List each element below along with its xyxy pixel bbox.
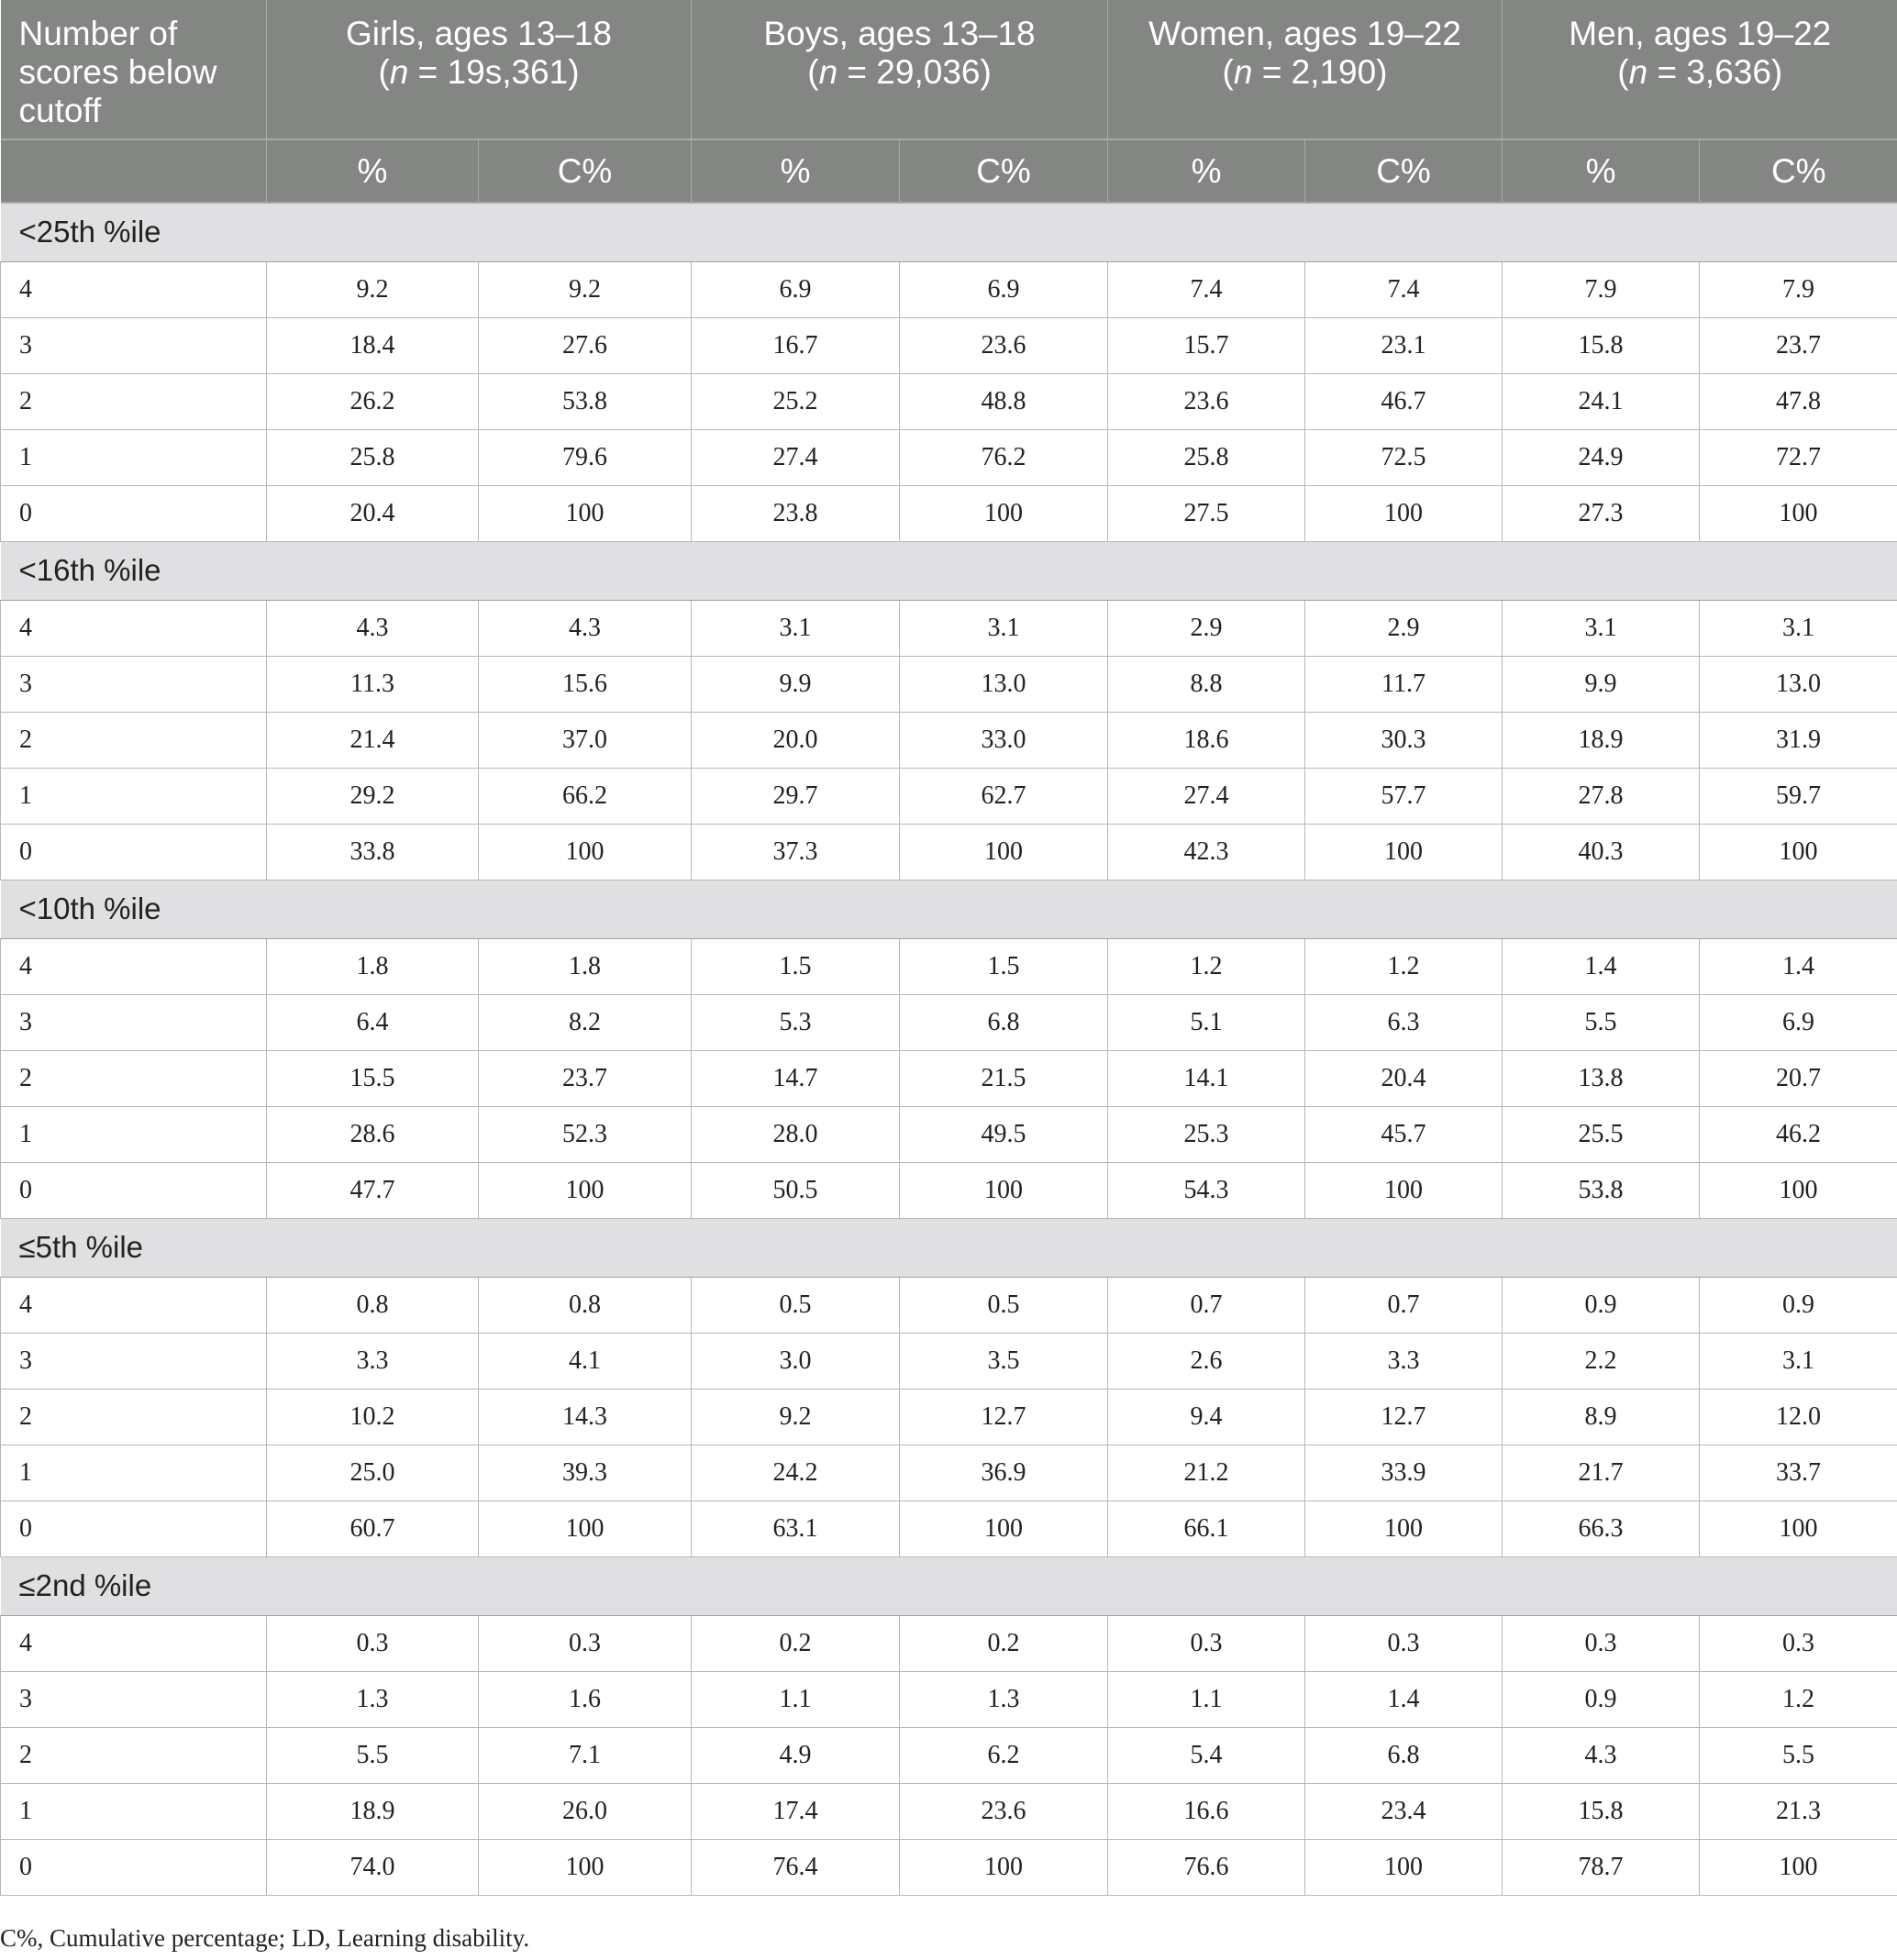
table-row (1, 1500, 1897, 1556)
row-label-count: 4 (1, 261, 267, 317)
subheader-percent: % (1503, 139, 1700, 203)
cell-cumulative-percent: 7.9 (1700, 261, 1897, 317)
cell-cumulative-percent: 100 (1700, 1500, 1897, 1556)
table-row (1, 824, 1897, 880)
cell-cumulative-percent: 72.7 (1700, 429, 1897, 485)
cell-percent: 9.4 (1108, 1389, 1305, 1445)
cell-percent: 15.8 (1503, 317, 1700, 373)
cell-cumulative-percent: 13.0 (1700, 656, 1897, 712)
cell-cumulative-percent: 6.3 (1305, 994, 1503, 1050)
cell-percent: 25.5 (1503, 1106, 1700, 1162)
cell-percent: 3.3 (267, 1333, 479, 1389)
cell-cumulative-percent: 4.1 (479, 1333, 692, 1389)
cell-percent: 23.8 (692, 485, 900, 541)
cell-cumulative-percent: 100 (1305, 1162, 1503, 1218)
cell-percent: 15.5 (267, 1050, 479, 1106)
cell-cumulative-percent: 3.1 (1700, 1333, 1897, 1389)
cell-cumulative-percent: 100 (479, 1162, 692, 1218)
row-label-count: 0 (1, 1162, 267, 1218)
cell-cumulative-percent: 100 (900, 1839, 1108, 1895)
subheader-cumulative: C% (900, 139, 1108, 203)
cell-cumulative-percent: 59.7 (1700, 768, 1897, 824)
cell-cumulative-percent: 66.2 (479, 768, 692, 824)
cell-percent: 24.1 (1503, 373, 1700, 429)
cell-percent: 42.3 (1108, 824, 1305, 880)
cell-percent: 66.1 (1108, 1500, 1305, 1556)
row-label-count: 1 (1, 768, 267, 824)
row-label-count: 4 (1, 1615, 267, 1671)
cell-cumulative-percent: 23.6 (900, 317, 1108, 373)
cell-cumulative-percent: 1.2 (1305, 938, 1503, 994)
cell-percent: 0.2 (692, 1615, 900, 1671)
cell-percent: 1.3 (267, 1671, 479, 1727)
table-row (1, 1839, 1897, 1895)
table-row (1, 373, 1897, 429)
cell-percent: 27.8 (1503, 768, 1700, 824)
cell-percent: 13.8 (1503, 1050, 1700, 1106)
table-row (1, 317, 1897, 373)
section-header-row (1, 1556, 1897, 1615)
table-row (1, 1389, 1897, 1445)
cell-cumulative-percent: 27.6 (479, 317, 692, 373)
cell-cumulative-percent: 8.2 (479, 994, 692, 1050)
row-label-count: 2 (1, 373, 267, 429)
section-title: <10th %ile (1, 880, 1897, 938)
cell-percent: 21.7 (1503, 1445, 1700, 1500)
cell-cumulative-percent: 20.7 (1700, 1050, 1897, 1106)
row-label-count: 1 (1, 429, 267, 485)
cell-cumulative-percent: 53.8 (479, 373, 692, 429)
cell-cumulative-percent: 6.8 (900, 994, 1108, 1050)
table-row (1, 1277, 1897, 1333)
cell-cumulative-percent: 6.9 (900, 261, 1108, 317)
cell-cumulative-percent: 23.7 (1700, 317, 1897, 373)
cell-cumulative-percent: 100 (900, 1500, 1108, 1556)
cell-cumulative-percent: 100 (900, 1162, 1108, 1218)
cell-cumulative-percent: 33.9 (1305, 1445, 1503, 1500)
cell-percent: 2.9 (1108, 600, 1305, 656)
cell-percent: 1.2 (1108, 938, 1305, 994)
cell-cumulative-percent: 0.3 (479, 1615, 692, 1671)
row-label-count: 3 (1, 656, 267, 712)
cell-cumulative-percent: 13.0 (900, 656, 1108, 712)
cell-cumulative-percent: 39.3 (479, 1445, 692, 1500)
cell-percent: 29.2 (267, 768, 479, 824)
row-label-count: 0 (1, 1839, 267, 1895)
cell-percent: 8.8 (1108, 656, 1305, 712)
cell-cumulative-percent: 23.6 (900, 1783, 1108, 1839)
cell-cumulative-percent: 0.3 (1700, 1615, 1897, 1671)
cell-cumulative-percent: 100 (1700, 485, 1897, 541)
cell-percent: 21.2 (1108, 1445, 1305, 1500)
cell-percent: 15.7 (1108, 317, 1305, 373)
cell-cumulative-percent: 100 (900, 824, 1108, 880)
cell-cumulative-percent: 15.6 (479, 656, 692, 712)
cell-cumulative-percent: 23.7 (479, 1050, 692, 1106)
cell-percent: 0.3 (1503, 1615, 1700, 1671)
subheader-cumulative: C% (1305, 139, 1503, 203)
cell-percent: 10.2 (267, 1389, 479, 1445)
cell-percent: 0.3 (267, 1615, 479, 1671)
table-header (1, 0, 1897, 203)
cell-cumulative-percent: 14.3 (479, 1389, 692, 1445)
row-label-count: 3 (1, 1333, 267, 1389)
cell-percent: 25.8 (267, 429, 479, 485)
cell-cumulative-percent: 0.2 (900, 1615, 1108, 1671)
cell-percent: 25.3 (1108, 1106, 1305, 1162)
table-row (1, 429, 1897, 485)
cell-percent: 18.9 (1503, 712, 1700, 768)
cell-cumulative-percent: 100 (479, 824, 692, 880)
cell-percent: 0.5 (692, 1277, 900, 1333)
cell-cumulative-percent: 1.4 (1700, 938, 1897, 994)
cell-percent: 9.9 (692, 656, 900, 712)
cell-cumulative-percent: 31.9 (1700, 712, 1897, 768)
cell-cumulative-percent: 3.1 (1700, 600, 1897, 656)
cell-percent: 74.0 (267, 1839, 479, 1895)
cell-cumulative-percent: 6.2 (900, 1727, 1108, 1783)
cell-percent: 24.9 (1503, 429, 1700, 485)
cell-cumulative-percent: 33.0 (900, 712, 1108, 768)
cell-cumulative-percent: 5.5 (1700, 1727, 1897, 1783)
group-label: Boys, ages 13–18 (763, 15, 1036, 52)
cell-percent: 6.9 (692, 261, 900, 317)
cell-cumulative-percent: 100 (479, 1500, 692, 1556)
cell-percent: 0.9 (1503, 1277, 1700, 1333)
row-label-count: 1 (1, 1106, 267, 1162)
group-label: Girls, ages 13–18 (346, 15, 613, 52)
cell-cumulative-percent: 2.9 (1305, 600, 1503, 656)
cell-percent: 50.5 (692, 1162, 900, 1218)
cell-cumulative-percent: 100 (1700, 1162, 1897, 1218)
subheader-cumulative: C% (1700, 139, 1897, 203)
cell-cumulative-percent: 3.1 (900, 600, 1108, 656)
header-row-groups (1, 0, 1897, 139)
table-row (1, 1671, 1897, 1727)
cell-cumulative-percent: 12.7 (900, 1389, 1108, 1445)
group-label: Men, ages 19–22 (1569, 15, 1832, 52)
cell-percent: 76.4 (692, 1839, 900, 1895)
section-header-row (1, 541, 1897, 600)
header-row-subcolumns (1, 139, 1897, 203)
cell-cumulative-percent: 72.5 (1305, 429, 1503, 485)
cell-percent: 1.1 (1108, 1671, 1305, 1727)
table-row (1, 1106, 1897, 1162)
cell-cumulative-percent: 1.5 (900, 938, 1108, 994)
row-label-count: 1 (1, 1783, 267, 1839)
cell-percent: 1.5 (692, 938, 900, 994)
cell-percent: 20.0 (692, 712, 900, 768)
cell-cumulative-percent: 3.3 (1305, 1333, 1503, 1389)
section-header-row (1, 1218, 1897, 1277)
cell-cumulative-percent: 57.7 (1305, 768, 1503, 824)
cell-percent: 63.1 (692, 1500, 900, 1556)
cell-cumulative-percent: 0.9 (1700, 1277, 1897, 1333)
cell-cumulative-percent: 12.0 (1700, 1389, 1897, 1445)
subheader-percent: % (267, 139, 479, 203)
cell-cumulative-percent: 23.4 (1305, 1783, 1503, 1839)
cell-percent: 9.2 (267, 261, 479, 317)
cell-percent: 8.9 (1503, 1389, 1700, 1445)
cell-percent: 9.9 (1503, 656, 1700, 712)
cell-percent: 2.6 (1108, 1333, 1305, 1389)
cell-cumulative-percent: 46.2 (1700, 1106, 1897, 1162)
cell-cumulative-percent: 9.2 (479, 261, 692, 317)
cell-percent: 5.1 (1108, 994, 1305, 1050)
cell-percent: 15.8 (1503, 1783, 1700, 1839)
cell-cumulative-percent: 100 (1305, 1839, 1503, 1895)
cell-percent: 1.4 (1503, 938, 1700, 994)
cell-percent: 25.8 (1108, 429, 1305, 485)
table-row (1, 1615, 1897, 1671)
stub-subheader (1, 139, 267, 203)
section-header-row (1, 880, 1897, 938)
cell-percent: 28.0 (692, 1106, 900, 1162)
cell-cumulative-percent: 33.7 (1700, 1445, 1897, 1500)
row-label-count: 4 (1, 600, 267, 656)
cell-percent: 17.4 (692, 1783, 900, 1839)
cell-percent: 4.3 (1503, 1727, 1700, 1783)
table-row (1, 712, 1897, 768)
row-label-count: 0 (1, 824, 267, 880)
group-n: (n = 19s,361) (378, 53, 580, 91)
cell-cumulative-percent: 7.1 (479, 1727, 692, 1783)
row-label-count: 4 (1, 1277, 267, 1333)
cell-percent: 54.3 (1108, 1162, 1305, 1218)
table-row (1, 656, 1897, 712)
cell-percent: 7.9 (1503, 261, 1700, 317)
cell-percent: 14.7 (692, 1050, 900, 1106)
table-row (1, 768, 1897, 824)
cell-cumulative-percent: 100 (1700, 824, 1897, 880)
cell-cumulative-percent: 26.0 (479, 1783, 692, 1839)
cell-cumulative-percent: 6.9 (1700, 994, 1897, 1050)
cell-percent: 27.4 (1108, 768, 1305, 824)
table-row (1, 1783, 1897, 1839)
cell-percent: 4.9 (692, 1727, 900, 1783)
group-n: (n = 29,036) (807, 53, 992, 91)
cell-percent: 0.7 (1108, 1277, 1305, 1333)
cell-cumulative-percent: 21.5 (900, 1050, 1108, 1106)
cell-percent: 25.0 (267, 1445, 479, 1500)
cell-percent: 2.2 (1503, 1333, 1700, 1389)
cell-cumulative-percent: 1.3 (900, 1671, 1108, 1727)
cell-percent: 3.1 (692, 600, 900, 656)
cell-percent: 24.2 (692, 1445, 900, 1500)
cell-cumulative-percent: 0.8 (479, 1277, 692, 1333)
cell-percent: 18.9 (267, 1783, 479, 1839)
cell-cumulative-percent: 1.4 (1305, 1671, 1503, 1727)
table-row (1, 938, 1897, 994)
cell-percent: 78.7 (1503, 1839, 1700, 1895)
subheader-percent: % (692, 139, 900, 203)
group-header-women (1108, 0, 1503, 139)
cell-percent: 4.3 (267, 600, 479, 656)
cell-percent: 3.1 (1503, 600, 1700, 656)
cell-cumulative-percent: 21.3 (1700, 1783, 1897, 1839)
cell-cumulative-percent: 100 (1700, 1839, 1897, 1895)
cell-percent: 0.9 (1503, 1671, 1700, 1727)
table-row (1, 1050, 1897, 1106)
cell-percent: 25.2 (692, 373, 900, 429)
cell-cumulative-percent: 1.6 (479, 1671, 692, 1727)
cell-cumulative-percent: 4.3 (479, 600, 692, 656)
cell-cumulative-percent: 1.8 (479, 938, 692, 994)
section-title: ≤5th %ile (1, 1218, 1897, 1277)
cell-percent: 5.5 (267, 1727, 479, 1783)
cell-percent: 66.3 (1503, 1500, 1700, 1556)
section-title: <16th %ile (1, 541, 1897, 600)
cell-percent: 27.3 (1503, 485, 1700, 541)
cell-cumulative-percent: 49.5 (900, 1106, 1108, 1162)
cell-percent: 0.8 (267, 1277, 479, 1333)
row-label-count: 3 (1, 994, 267, 1050)
cell-percent: 0.3 (1108, 1615, 1305, 1671)
cell-percent: 37.3 (692, 824, 900, 880)
cell-percent: 1.8 (267, 938, 479, 994)
cell-cumulative-percent: 30.3 (1305, 712, 1503, 768)
cell-cumulative-percent: 62.7 (900, 768, 1108, 824)
section-title: <25th %ile (1, 203, 1897, 261)
cell-cumulative-percent: 0.3 (1305, 1615, 1503, 1671)
cell-percent: 5.5 (1503, 994, 1700, 1050)
cell-cumulative-percent: 3.5 (900, 1333, 1108, 1389)
cell-cumulative-percent: 6.8 (1305, 1727, 1503, 1783)
cell-cumulative-percent: 100 (1305, 824, 1503, 880)
cell-percent: 16.7 (692, 317, 900, 373)
cell-percent: 20.4 (267, 485, 479, 541)
cell-cumulative-percent: 37.0 (479, 712, 692, 768)
cell-cumulative-percent: 100 (1305, 1500, 1503, 1556)
group-n: (n = 3,636) (1617, 53, 1783, 91)
cell-percent: 21.4 (267, 712, 479, 768)
cell-cumulative-percent: 47.8 (1700, 373, 1897, 429)
table-row (1, 485, 1897, 541)
cell-percent: 18.6 (1108, 712, 1305, 768)
group-label: Women, ages 19–22 (1148, 15, 1461, 52)
group-header-men (1503, 0, 1897, 139)
cell-percent: 11.3 (267, 656, 479, 712)
cell-percent: 28.6 (267, 1106, 479, 1162)
cell-cumulative-percent: 79.6 (479, 429, 692, 485)
cell-percent: 6.4 (267, 994, 479, 1050)
cell-cumulative-percent: 7.4 (1305, 261, 1503, 317)
table-body (1, 203, 1897, 1895)
cell-percent: 18.4 (267, 317, 479, 373)
cell-cumulative-percent: 100 (479, 1839, 692, 1895)
cell-cumulative-percent: 36.9 (900, 1445, 1108, 1500)
cell-percent: 26.2 (267, 373, 479, 429)
row-label-count: 2 (1, 1050, 267, 1106)
cell-percent: 76.6 (1108, 1839, 1305, 1895)
cell-percent: 29.7 (692, 768, 900, 824)
cell-percent: 53.8 (1503, 1162, 1700, 1218)
table-row (1, 600, 1897, 656)
section-header-row (1, 203, 1897, 261)
cell-cumulative-percent: 0.5 (900, 1277, 1108, 1333)
cell-percent: 33.8 (267, 824, 479, 880)
cell-percent: 7.4 (1108, 261, 1305, 317)
row-label-count: 3 (1, 1671, 267, 1727)
cell-cumulative-percent: 20.4 (1305, 1050, 1503, 1106)
cell-cumulative-percent: 100 (479, 485, 692, 541)
table-footnote: C%, Cumulative percentage; LD, Learning disability. (0, 1924, 530, 1952)
group-n: (n = 2,190) (1222, 53, 1388, 91)
cell-percent: 5.4 (1108, 1727, 1305, 1783)
stub-header: Number of scores below cutoff (1, 0, 267, 139)
cell-cumulative-percent: 45.7 (1305, 1106, 1503, 1162)
section-title: ≤2nd %ile (1, 1556, 1897, 1615)
row-label-count: 4 (1, 938, 267, 994)
cell-cumulative-percent: 46.7 (1305, 373, 1503, 429)
cell-percent: 9.2 (692, 1389, 900, 1445)
cell-cumulative-percent: 1.2 (1700, 1671, 1897, 1727)
cell-cumulative-percent: 48.8 (900, 373, 1108, 429)
row-label-count: 1 (1, 1445, 267, 1500)
table-row (1, 994, 1897, 1050)
subheader-percent: % (1108, 139, 1305, 203)
cell-percent: 40.3 (1503, 824, 1700, 880)
table-row (1, 1445, 1897, 1500)
table-row (1, 1333, 1897, 1389)
cell-percent: 16.6 (1108, 1783, 1305, 1839)
cell-cumulative-percent: 100 (900, 485, 1108, 541)
cell-percent: 47.7 (267, 1162, 479, 1218)
cell-percent: 5.3 (692, 994, 900, 1050)
subheader-cumulative: C% (479, 139, 692, 203)
group-header-girls (267, 0, 692, 139)
row-label-count: 3 (1, 317, 267, 373)
table-row (1, 261, 1897, 317)
cell-percent: 23.6 (1108, 373, 1305, 429)
cell-cumulative-percent: 12.7 (1305, 1389, 1503, 1445)
table-row (1, 1162, 1897, 1218)
cell-percent: 27.5 (1108, 485, 1305, 541)
cell-percent: 1.1 (692, 1671, 900, 1727)
cell-cumulative-percent: 11.7 (1305, 656, 1503, 712)
cell-percent: 27.4 (692, 429, 900, 485)
table-row (1, 1727, 1897, 1783)
cell-cumulative-percent: 0.7 (1305, 1277, 1503, 1333)
cell-cumulative-percent: 76.2 (900, 429, 1108, 485)
row-label-count: 0 (1, 1500, 267, 1556)
row-label-count: 2 (1, 712, 267, 768)
row-label-count: 0 (1, 485, 267, 541)
cell-percent: 3.0 (692, 1333, 900, 1389)
cell-percent: 14.1 (1108, 1050, 1305, 1106)
group-header-boys (692, 0, 1108, 139)
row-label-count: 2 (1, 1389, 267, 1445)
cell-cumulative-percent: 100 (1305, 485, 1503, 541)
cell-cumulative-percent: 23.1 (1305, 317, 1503, 373)
cell-cumulative-percent: 52.3 (479, 1106, 692, 1162)
row-label-count: 2 (1, 1727, 267, 1783)
cell-percent: 60.7 (267, 1500, 479, 1556)
